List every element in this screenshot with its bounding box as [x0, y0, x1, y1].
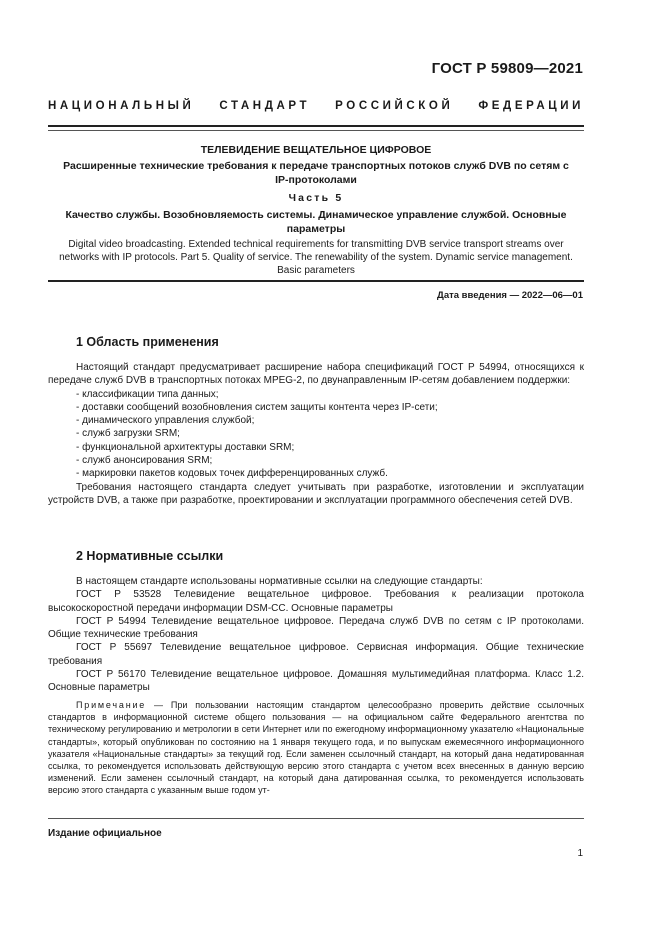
- divider-top-thin: [48, 130, 584, 131]
- list-item: - функциональной архитектуры доставки SRM;: [76, 441, 295, 453]
- document-number: ГОСТ Р 59809—2021: [431, 60, 583, 77]
- note-label: Примечание: [76, 700, 147, 710]
- list-item: - доставки сообщений возобновления систем защиты контента через IP-сети;: [76, 401, 438, 413]
- section-1-body: [48, 361, 584, 507]
- list-item: - динамического управления службой;: [76, 415, 255, 427]
- reference-item: ГОСТ Р 54994 Телевидение вещательное цифровое. Передача служб DVB по сетям с IP протоколами. Общие технические требования: [48, 615, 584, 641]
- title-english: Digital video broadcasting. Extended technical requirements for transmitting DVB service transport streams over networks with IP protocols. Part 5. Quality of service. The renewability of the system. Dynamic service management. Basic parameters: [59, 239, 573, 276]
- list-item: - маркировки пакетов кодовых точек дифференцированных служб.: [76, 468, 388, 480]
- list-item: - служб анонсирования SRM;: [76, 455, 213, 467]
- list-item: - служб загрузки SRM;: [76, 428, 180, 440]
- page-number: 1: [577, 848, 583, 859]
- reference-item: ГОСТ Р 56170 Телевидение вещательное цифровое. Домашняя мультимедийная платформа. Класс 1.2. Основные параметры: [48, 669, 584, 694]
- section-2-body: [48, 575, 584, 695]
- list-item: - классификации типа данных;: [76, 388, 219, 400]
- section-1-closing: Требования настоящего стандарта следует учитывать при разработке, изготовлении и эксплуатации устройств DVB, а также при разработке, проектировании и эксплуатации программного обеспечения сетей DVB.: [48, 481, 584, 506]
- national-standard-banner: НАЦИОНАЛЬНЫЙ СТАНДАРТ РОССИЙСКОЙ ФЕДЕРАЦИИ: [48, 100, 584, 112]
- section-1-intro: Настоящий стандарт предусматривает расширение набора спецификаций ГОСТ Р 54994, относящихся к передаче служб DVB в транспортных потоках MPEG-2, по двунаправленным IP-сетям добавлением поддержки:: [48, 362, 584, 387]
- section-2-intro: В настоящем стандарте использованы нормативные ссылки на следующие стандарты:: [76, 576, 483, 587]
- title-block: [58, 143, 574, 277]
- title-main: ТЕЛЕВИДЕНИЕ ВЕЩАТЕЛЬНОЕ ЦИФРОВОЕ: [200, 144, 432, 156]
- title-part: Часть 5: [288, 192, 344, 204]
- divider-bottom: [48, 280, 584, 282]
- section-1-heading: 1 Область применения: [76, 335, 219, 349]
- section-2-heading: 2 Нормативные ссылки: [76, 549, 224, 563]
- section-2-note: [48, 699, 584, 797]
- divider-footer: [48, 818, 584, 819]
- divider-top: [48, 125, 584, 127]
- intro-date: Дата введения — 2022—06—01: [437, 290, 583, 301]
- official-edition: Издание официальное: [48, 828, 162, 839]
- note-text: — При пользовании настоящим стандартом целесообразно проверить действие ссылочных стандартов в информационной системе общего пользования — на официальном сайте Федерального агентства по техническому регулированию и метрологии в сети Интернет или по ежегодному информационному указателю «Национальные стандарты», который опубликован по состоянию на 1 января текущего года, и по выпускам ежемесячного информационного указателя «Национальные стандарты» за текущий год. Если заменен ссылочный стандарт, на который дана недатированная ссылка, то рекомендуется использовать действующую версию этого стандарта с учетом всех внесенных в данную версию изменений. Если заменен ссылочный стандарт, на который дана датированная ссылка, то рекомендуется использовать версию этого стандарта с указанным выше годом ут-: [48, 700, 584, 796]
- title-part-title: Качество службы. Возобновляемость системы. Динамическое управление службой. Основные параметры: [65, 209, 567, 235]
- reference-item: ГОСТ Р 53528 Телевидение вещательное цифровое. Требования к реализации протокола высокоскоростной передачи информации DSM-CC. Основные параметры: [48, 589, 584, 614]
- title-subtitle: Расширенные технические требования к передаче транспортных потоков служб DVB по сетям с IP-протоколами: [63, 160, 569, 186]
- reference-item: ГОСТ Р 55697 Телевидение вещательное цифровое. Сервисная информация. Общие технические требования: [48, 642, 584, 667]
